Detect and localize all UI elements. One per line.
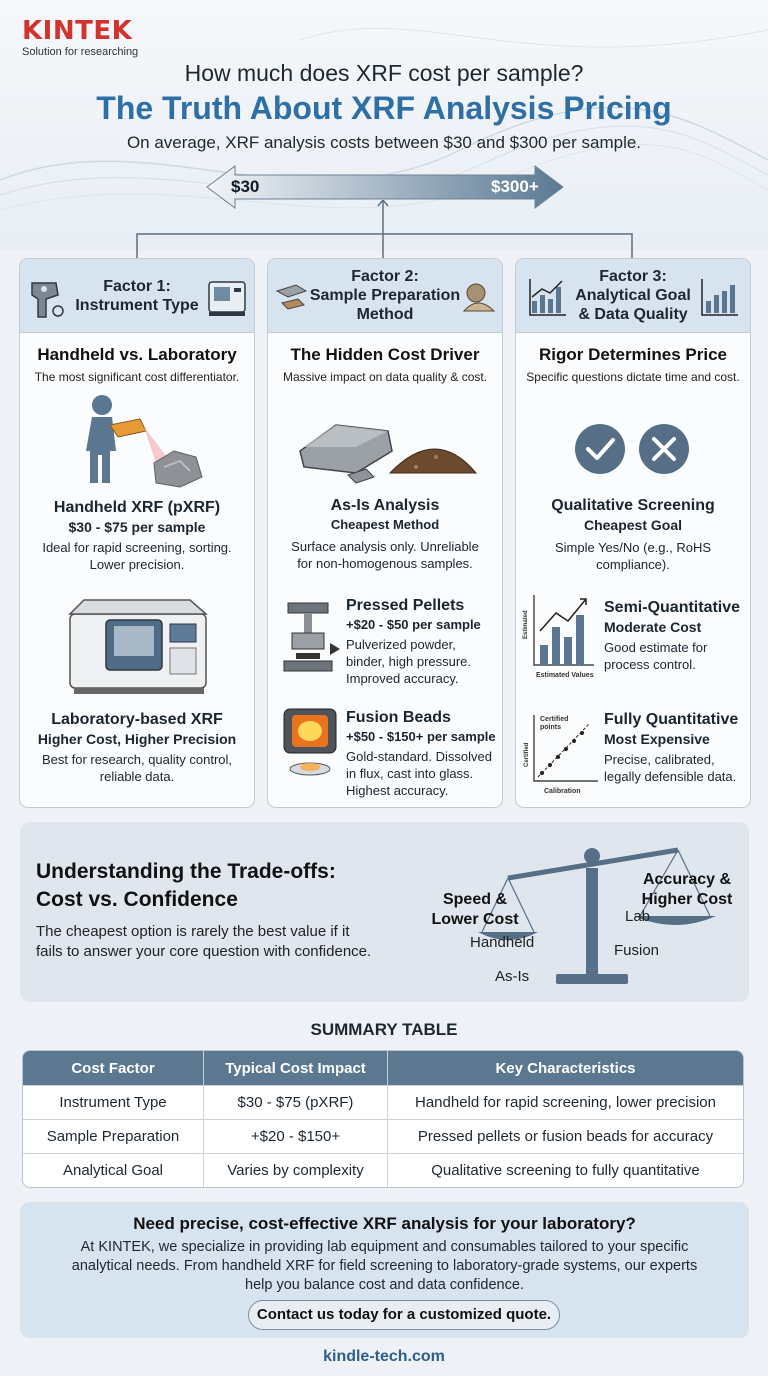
- tradeoffs-title: Understanding the Trade-offs: Cost vs. Confidence: [36, 860, 336, 911]
- estimated-values-label: Estimated Values: [536, 672, 594, 679]
- header-question: How much does XRF cost per sample?: [184, 60, 584, 86]
- table-cell: Sample Preparation: [23, 1119, 203, 1153]
- factor-subtitle: Massive impact on data quality & cost.: [282, 370, 488, 384]
- summary-title: SUMMARY TABLE: [310, 1020, 458, 1039]
- item-desc: Good estimate for process control.: [604, 640, 708, 672]
- table-row: [23, 1085, 743, 1119]
- semi-quant-chart-icon: [520, 587, 600, 679]
- item-desc: Precise, calibrated, legally defensible data.: [604, 752, 737, 784]
- table-header-row: [23, 1051, 743, 1085]
- powder-sample-icon: [460, 281, 496, 315]
- item-name: Handheld XRF (pXRF): [53, 499, 221, 516]
- cta-title: Need precise, cost-effective XRF analysis for your laboratory?: [133, 1214, 636, 1233]
- table-cell: Pressed pellets or fusion beads for accuracy: [387, 1119, 743, 1153]
- table-cell: Qualitative screening to fully quantitative: [387, 1153, 743, 1187]
- fusion-crucible-icon: [280, 705, 340, 785]
- estimated-axis-label: Estimated: [523, 610, 529, 639]
- tradeoffs-left-label: Speed & Lower Cost: [431, 891, 519, 928]
- item-desc: Ideal for rapid screening, sorting. Lower precision.: [42, 540, 232, 572]
- brand-name: KINTEK: [22, 16, 133, 46]
- certified-axis-label: Certified: [524, 742, 530, 767]
- factor-card-goal: [515, 258, 751, 808]
- factor-card-instrument: [19, 258, 255, 808]
- tradeoffs-right-item: Lab: [625, 908, 651, 925]
- pellet-press-icon: [278, 599, 342, 689]
- summary-table: [22, 1050, 744, 1188]
- table-row: [23, 1153, 743, 1187]
- tradeoffs-right-item: Fusion: [614, 942, 660, 959]
- item-cost: Higher Cost, Higher Precision: [37, 731, 237, 747]
- item-desc: Surface analysis only. Unreliable for non-homogenous samples.: [291, 539, 479, 571]
- item-name: Semi-Quantitative: [604, 599, 741, 616]
- lab-instrument-icon: [206, 279, 248, 319]
- calibration-label: Calibration: [544, 788, 581, 795]
- table-cell: $30 - $75 (pXRF): [203, 1085, 387, 1119]
- goal-item-full: [604, 711, 751, 785]
- factor-heading: Factor 2: Sample Preparation Method: [309, 268, 461, 323]
- website-link[interactable]: kindle-tech.com: [323, 1348, 445, 1365]
- brand-logo[interactable]: [22, 16, 138, 58]
- factor-subtitle: Specific questions dictate time and cost.: [526, 370, 740, 384]
- item-name: Fusion Beads: [346, 709, 451, 726]
- item-cost: Moderate Cost: [604, 619, 702, 635]
- tradeoffs-text: The cheapest option is rarely the best value if it fails to answer your core question with confidence.: [36, 923, 372, 960]
- item-desc: Gold-standard. Dissolved in flux, cast into glass. Highest accuracy.: [346, 749, 492, 798]
- tradeoffs-panel: [20, 822, 749, 1002]
- prep-item-pellets: [346, 597, 503, 687]
- item-cost: Most Expensive: [604, 731, 710, 747]
- instrument-item-lab: [20, 711, 254, 785]
- table-cell: Handheld for rapid screening, lower precision: [387, 1085, 743, 1119]
- item-cost: $30 - $75 per sample: [68, 519, 206, 535]
- factor-card-header: [516, 259, 750, 333]
- table-header-cell: Typical Cost Impact: [203, 1051, 387, 1085]
- page-title: The Truth About XRF Analysis Pricing: [96, 90, 672, 126]
- table-row: [23, 1119, 743, 1153]
- cta-panel: [20, 1202, 749, 1338]
- cross-icon: [639, 424, 689, 474]
- prep-item-fusion: [346, 709, 503, 799]
- check-icon: [575, 424, 625, 474]
- item-name: Pressed Pellets: [346, 597, 465, 614]
- item-name: Laboratory-based XRF: [51, 711, 223, 728]
- table-cell: Analytical Goal: [23, 1153, 203, 1187]
- factor-card-header: [268, 259, 502, 333]
- handheld-analysis-illustration: [70, 391, 210, 491]
- item-desc: Best for research, quality control, reliable data.: [41, 752, 233, 784]
- goal-item-semi: [604, 599, 751, 673]
- table-cell: Instrument Type: [23, 1085, 203, 1119]
- growth-chart-icon: [700, 277, 740, 317]
- contact-button[interactable]: Contact us today for a customized quote.: [248, 1300, 560, 1330]
- item-name: As-Is Analysis: [330, 497, 440, 514]
- item-name: Qualitative Screening: [551, 497, 715, 514]
- brand-tagline: Solution for researching: [22, 46, 139, 58]
- lab-xrf-illustration: [66, 594, 216, 699]
- table-header-cell: Cost Factor: [23, 1051, 203, 1085]
- item-cost: Cheapest Method: [330, 517, 440, 532]
- item-name: Fully Quantitative: [604, 711, 739, 728]
- item-desc: Simple Yes/No (e.g., RoHS compliance).: [554, 540, 712, 572]
- table-cell: Varies by complexity: [203, 1153, 387, 1187]
- yes-no-icons: [574, 421, 694, 477]
- tradeoffs-left-item: Handheld: [470, 934, 535, 951]
- instrument-item-handheld: [20, 499, 254, 573]
- factor-title: The Hidden Cost Driver: [290, 345, 480, 364]
- goal-item-qualitative: [516, 497, 750, 573]
- factor-connectors: [0, 200, 768, 260]
- tradeoffs-left-item: As-Is: [495, 968, 530, 985]
- item-cost: +$20 - $50 per sample: [346, 617, 481, 632]
- item-cost: +$50 - $150+ per sample: [346, 729, 496, 744]
- range-high: $300+: [491, 177, 539, 196]
- table-header-cell: Key Characteristics: [387, 1051, 743, 1085]
- factor-title: Rigor Determines Price: [538, 345, 727, 364]
- factor-card-header: [20, 259, 254, 333]
- item-desc: Pulverized powder, binder, high pressure. Improved accuracy.: [346, 637, 472, 686]
- range-low: $30: [231, 177, 260, 196]
- factor-title: Handheld vs. Laboratory: [37, 345, 237, 364]
- as-is-samples-illustration: [296, 417, 480, 491]
- factor-subtitle: The most significant cost differentiator.: [34, 370, 240, 384]
- factor-heading: Factor 1: Instrument Type: [75, 278, 199, 314]
- cta-text: At KINTEK, we specialize in providing lab equipment and consumables tailored to your specific analytical needs. From handheld XRF for field screening to laboratory-grade systems, our experts help you balance cost and data confidence.: [71, 1239, 698, 1293]
- table-cell: +$20 - $150+: [203, 1119, 387, 1153]
- certified-points-label: Certified points: [540, 716, 569, 731]
- factor-card-preparation: [267, 258, 503, 808]
- page-subtitle: On average, XRF analysis costs between $30 and $300 per sample.: [126, 133, 642, 152]
- item-cost: Cheapest Goal: [583, 517, 683, 533]
- factor-heading: Factor 3: Analytical Goal & Data Quality: [575, 268, 691, 323]
- prep-item-as-is: [268, 497, 502, 572]
- calibration-chart-icon: [520, 711, 604, 795]
- tradeoffs-right-label: Accuracy & Higher Cost: [641, 871, 733, 908]
